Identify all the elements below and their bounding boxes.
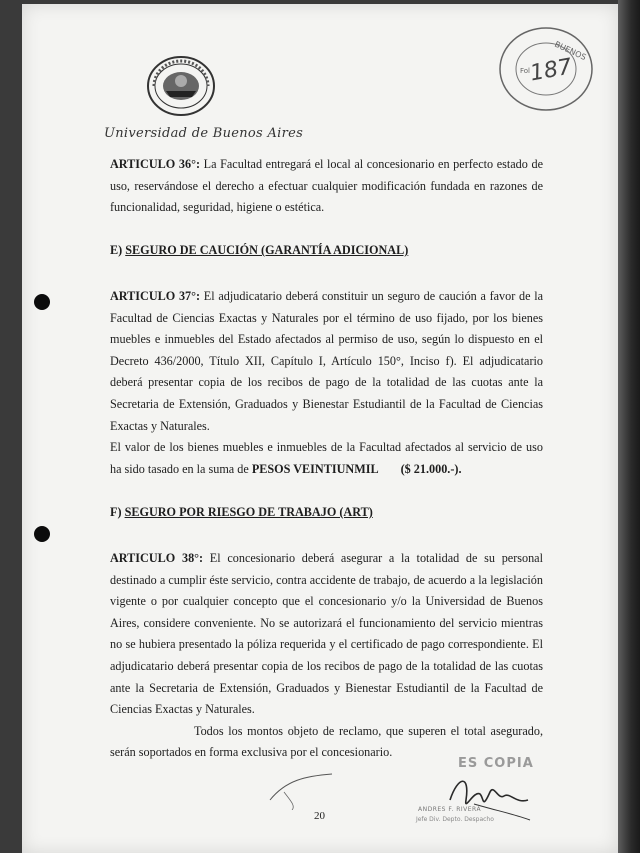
article-37-para2: El valor de los bienes muebles e inmuebles de la Facultad afectados al servicio de uso ha sido tasado en la suma de [110, 440, 543, 476]
section-e-heading [110, 243, 408, 258]
folio-number: 187 [528, 54, 574, 87]
university-seal-icon [146, 55, 216, 117]
page-number: 20 [314, 810, 325, 822]
article-36 [110, 154, 543, 219]
copy-stamp: ES COPIA [458, 756, 534, 771]
page-edge [618, 0, 640, 853]
article-38-para2: Todos los montos objeto de reclamo, que superen el total asegurado, serán soportados en forma exclusiva por el concesionario. [110, 723, 543, 760]
article-37 [110, 286, 543, 480]
amount-figure: ($ 21.000.-). [400, 461, 462, 476]
article-38-label: ARTICULO 38°: [110, 551, 204, 565]
university-name: Universidad de Buenos Aires [104, 126, 304, 141]
section-e-title: SEGURO DE CAUCIÓN (GARANTÍA ADICIONAL) [125, 243, 409, 257]
punch-hole-top [34, 294, 50, 310]
punch-hole-bottom [34, 526, 50, 542]
amount-words: PESOS VEINTIUNMIL [251, 461, 379, 476]
folio-prefix: Fol [520, 67, 531, 75]
article-37-text: El adjudicatario deberá constituir un seguro de caución a favor de la Facultad de Ciencias Exactas y Naturales por el término de uso fijado, por los bienes muebles e inmuebles del Estado afectados al permiso de uso, según lo dispuesto en el Decreto 436/2000, Título XII, Capítulo I, Artículo 150°, Inciso f). El adjudicatario deberá presentar copia de los recibos de pago de la totalidad de las cuotas ante la Secretaria de Extensión, Graduados y Bienestar Estudiantil de la Facultad de Ciencias Exactas y Naturales. [110, 289, 543, 433]
section-f-heading [110, 505, 373, 520]
margin-signature-icon [266, 770, 336, 810]
article-36-label: ARTICULO 36°: [110, 157, 200, 171]
article-38 [110, 548, 543, 764]
section-f-title: SEGURO POR RIESGO DE TRABAJO (ART) [124, 505, 373, 519]
section-e-letter: E) [110, 243, 126, 257]
signer-role: Jefe Div. Depto. Despacho [416, 816, 494, 823]
stamp-text: BUENOS [553, 39, 588, 63]
article-36-text: La Facultad entregará el local al concesionario en perfecto estado de uso, reservándose el derecho a efectuar cualquier modificación fundada en razones de funcionalidad, seguridad, higiene o estética. [110, 157, 543, 215]
article-38-text: El concesionario deberá asegurar a la totalidad de su personal destinado a cumplir éste servicio, contra accidente de trabajo, de acuerdo a la legislación vigente o por cualquier concepto que el concesionario y/o la Universidad de Buenos Aires, considere conveniente. No se autorizará el funcionamiento del servicio mientras no se hubiera presentado la póliza requerida y el certificado de pago correspondiente. El adjudicatario deberá presentar copia de los recibos de pago de la totalidad de las cuotas ante la Secretaria de Extensión, Graduados y Bienestar Estudiantil de la Facultad de Ciencias Exactas y Naturales. [110, 551, 543, 717]
section-f-letter: F) [110, 505, 125, 519]
article-37-label: ARTICULO 37°: [110, 289, 201, 303]
signer-name: ANDRES F. RIVERA [418, 806, 482, 813]
